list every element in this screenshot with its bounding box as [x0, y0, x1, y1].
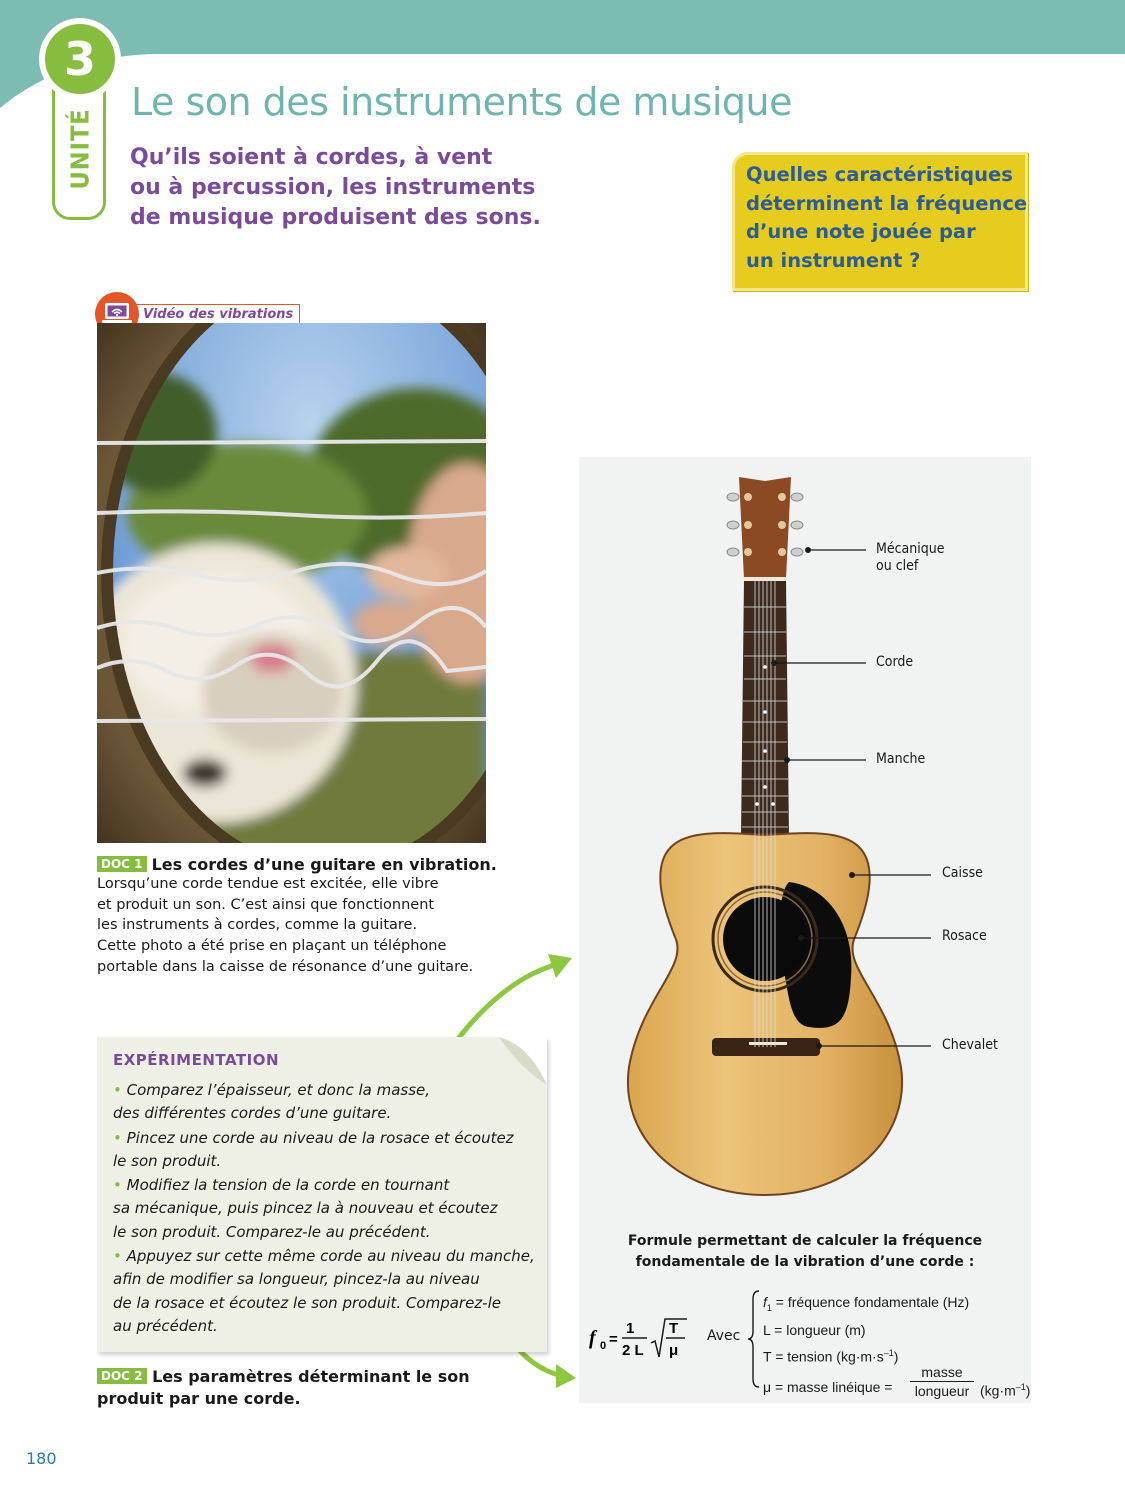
doc2-badge: DOC 2 — [97, 1368, 147, 1384]
curly-brace-icon — [747, 1289, 761, 1389]
label-mecanique — [876, 541, 944, 575]
def-t-end: ) — [893, 1348, 899, 1365]
doc1-line: portable dans la caisse de résonance d’une guitare. — [97, 958, 474, 975]
formula-numerator: 1 — [626, 1320, 635, 1337]
bullet-icon: • — [113, 1247, 127, 1266]
bullet-icon: • — [113, 1081, 127, 1099]
formula-title-line: fondamentale de la vibration d’une corde : — [635, 1254, 975, 1270]
def-t-exp: –1 — [883, 1347, 894, 1358]
unit-number: 3 — [63, 32, 96, 86]
experiment-item — [113, 1174, 538, 1244]
def-mu-unit — [980, 1376, 1030, 1402]
question-line: un instrument ? — [746, 248, 921, 272]
frequency-formula — [587, 1309, 699, 1365]
question-line: d’une note jouée par — [746, 220, 976, 243]
experiment-box — [97, 1037, 547, 1352]
doc1-line: Lorsqu’une corde tendue est excitée, elle vibre — [97, 876, 439, 892]
def-mu-exp: –1 — [1015, 1381, 1026, 1392]
page-fold-curl — [499, 1037, 547, 1085]
question-box — [732, 152, 1028, 291]
def-length: L = longueur (m) — [763, 1322, 866, 1339]
label-rosace: Rosace — [942, 928, 987, 944]
experiment-text: le son produit. Comparez-le au précédent. — [113, 1222, 431, 1241]
label-mecanique-line: Mécanique — [876, 541, 945, 557]
formula-title — [579, 1231, 1031, 1273]
def-frequency — [763, 1291, 969, 1319]
experiment-text: afin de modifier sa longueur, pincez-la au niveau — [113, 1270, 480, 1289]
bullet-icon: • — [113, 1176, 127, 1195]
intro-line: Qu’ils soient à cordes, à vent — [130, 145, 493, 170]
bullet-icon: • — [113, 1128, 127, 1147]
intro-text — [130, 143, 550, 233]
doc2-title: produit par une corde. — [97, 1389, 301, 1408]
guitar-diagram — [579, 457, 1031, 1217]
label-caisse: Caisse — [942, 865, 983, 881]
doc2-title: Les paramètres déterminant le son — [152, 1367, 470, 1386]
doc1-line: les instruments à cordes, comme la guitare. — [97, 917, 418, 934]
video-label[interactable]: Vidéo des vibrations — [135, 304, 300, 324]
def-mu-unit-text: (kg·m — [980, 1382, 1016, 1399]
doc1-line: et produit un son. C’est ainsi que fonctionnent — [97, 896, 435, 913]
formula-title-line: Formule permettant de calculer la fréquence — [627, 1233, 983, 1249]
formula-denominator: 2 L — [622, 1342, 644, 1359]
label-corde: Corde — [876, 654, 914, 670]
def-mu-text: μ = masse linéique = — [763, 1378, 893, 1395]
intro-line: ou à percussion, les instruments — [130, 175, 536, 200]
label-manche: Manche — [876, 751, 926, 767]
formula-avec: Avec — [707, 1328, 741, 1344]
guitar-panel — [579, 457, 1031, 1403]
experiment-item — [113, 1079, 538, 1126]
experiment-text: Appuyez sur cette même corde au niveau du manche, — [126, 1247, 535, 1266]
experiment-text: Comparez l’épaisseur, et donc la masse, — [126, 1081, 431, 1099]
unit-word: UNITÉ — [65, 108, 95, 190]
question-line: Quelles caractéristiques — [746, 163, 1013, 186]
doc1-line: Cette photo a été prise en plaçant un téléphone — [97, 938, 447, 955]
label-mecanique-line: ou clef — [876, 558, 919, 574]
doc1-title: Les cordes d’une guitare en vibration. — [151, 855, 497, 874]
def-mu-numerator: masse — [910, 1364, 974, 1382]
vibrating-strings-photo — [97, 323, 486, 843]
experiment-text: des différentes cordes d’une guitare. — [113, 1104, 392, 1123]
doc1-badge: DOC 1 — [97, 856, 147, 872]
def-t-text: T = tension (kg·m·s — [763, 1348, 884, 1365]
experiment-text: le son produit. — [113, 1151, 222, 1170]
experiment-item — [113, 1245, 538, 1338]
formula-root-denominator: μ — [669, 1342, 679, 1359]
svg-text:=: = — [609, 1331, 618, 1348]
experiment-title: EXPÉRIMENTATION — [113, 1051, 280, 1069]
experiment-text: Modifiez la tension de la corde en tournant — [126, 1176, 450, 1195]
unit-badge — [45, 24, 115, 220]
bridge — [712, 1038, 820, 1056]
intro-line: de musique produisent des sons. — [130, 205, 541, 230]
question-line: déterminent la fréquence — [746, 191, 1028, 215]
formula-lhs-sub: 0 — [600, 1340, 607, 1352]
experiment-text: Pincez une corde au niveau de la rosace et écoutez — [126, 1128, 514, 1147]
video-link[interactable] — [95, 292, 295, 324]
label-chevalet: Chevalet — [942, 1037, 998, 1053]
page-number: 180 — [26, 1449, 57, 1468]
def-f-symbol: f — [763, 1294, 767, 1310]
page-title: Le son des instruments de musique — [131, 80, 792, 124]
def-mu-denominator: longueur — [914, 1382, 970, 1399]
doc2-caption — [97, 1366, 497, 1410]
sound-hole — [723, 897, 807, 981]
def-mu-end: ) — [1025, 1382, 1031, 1399]
neck — [741, 579, 789, 837]
experiment-text: au précédent. — [113, 1316, 218, 1335]
formula-root-numerator: T — [669, 1320, 679, 1337]
experiment-item — [113, 1127, 538, 1174]
experiment-text: sa mécanique, puis pincez la à nouveau et écoutez — [113, 1199, 498, 1218]
formula-lhs: f — [589, 1327, 596, 1349]
experiment-text: de la rosace et écoutez le son produit. Comparez-le — [113, 1293, 501, 1312]
def-f-text: = fréquence fondamentale (Hz) — [775, 1294, 970, 1310]
photo-illustration — [97, 323, 486, 843]
def-f-sub: 1 — [766, 1302, 772, 1313]
